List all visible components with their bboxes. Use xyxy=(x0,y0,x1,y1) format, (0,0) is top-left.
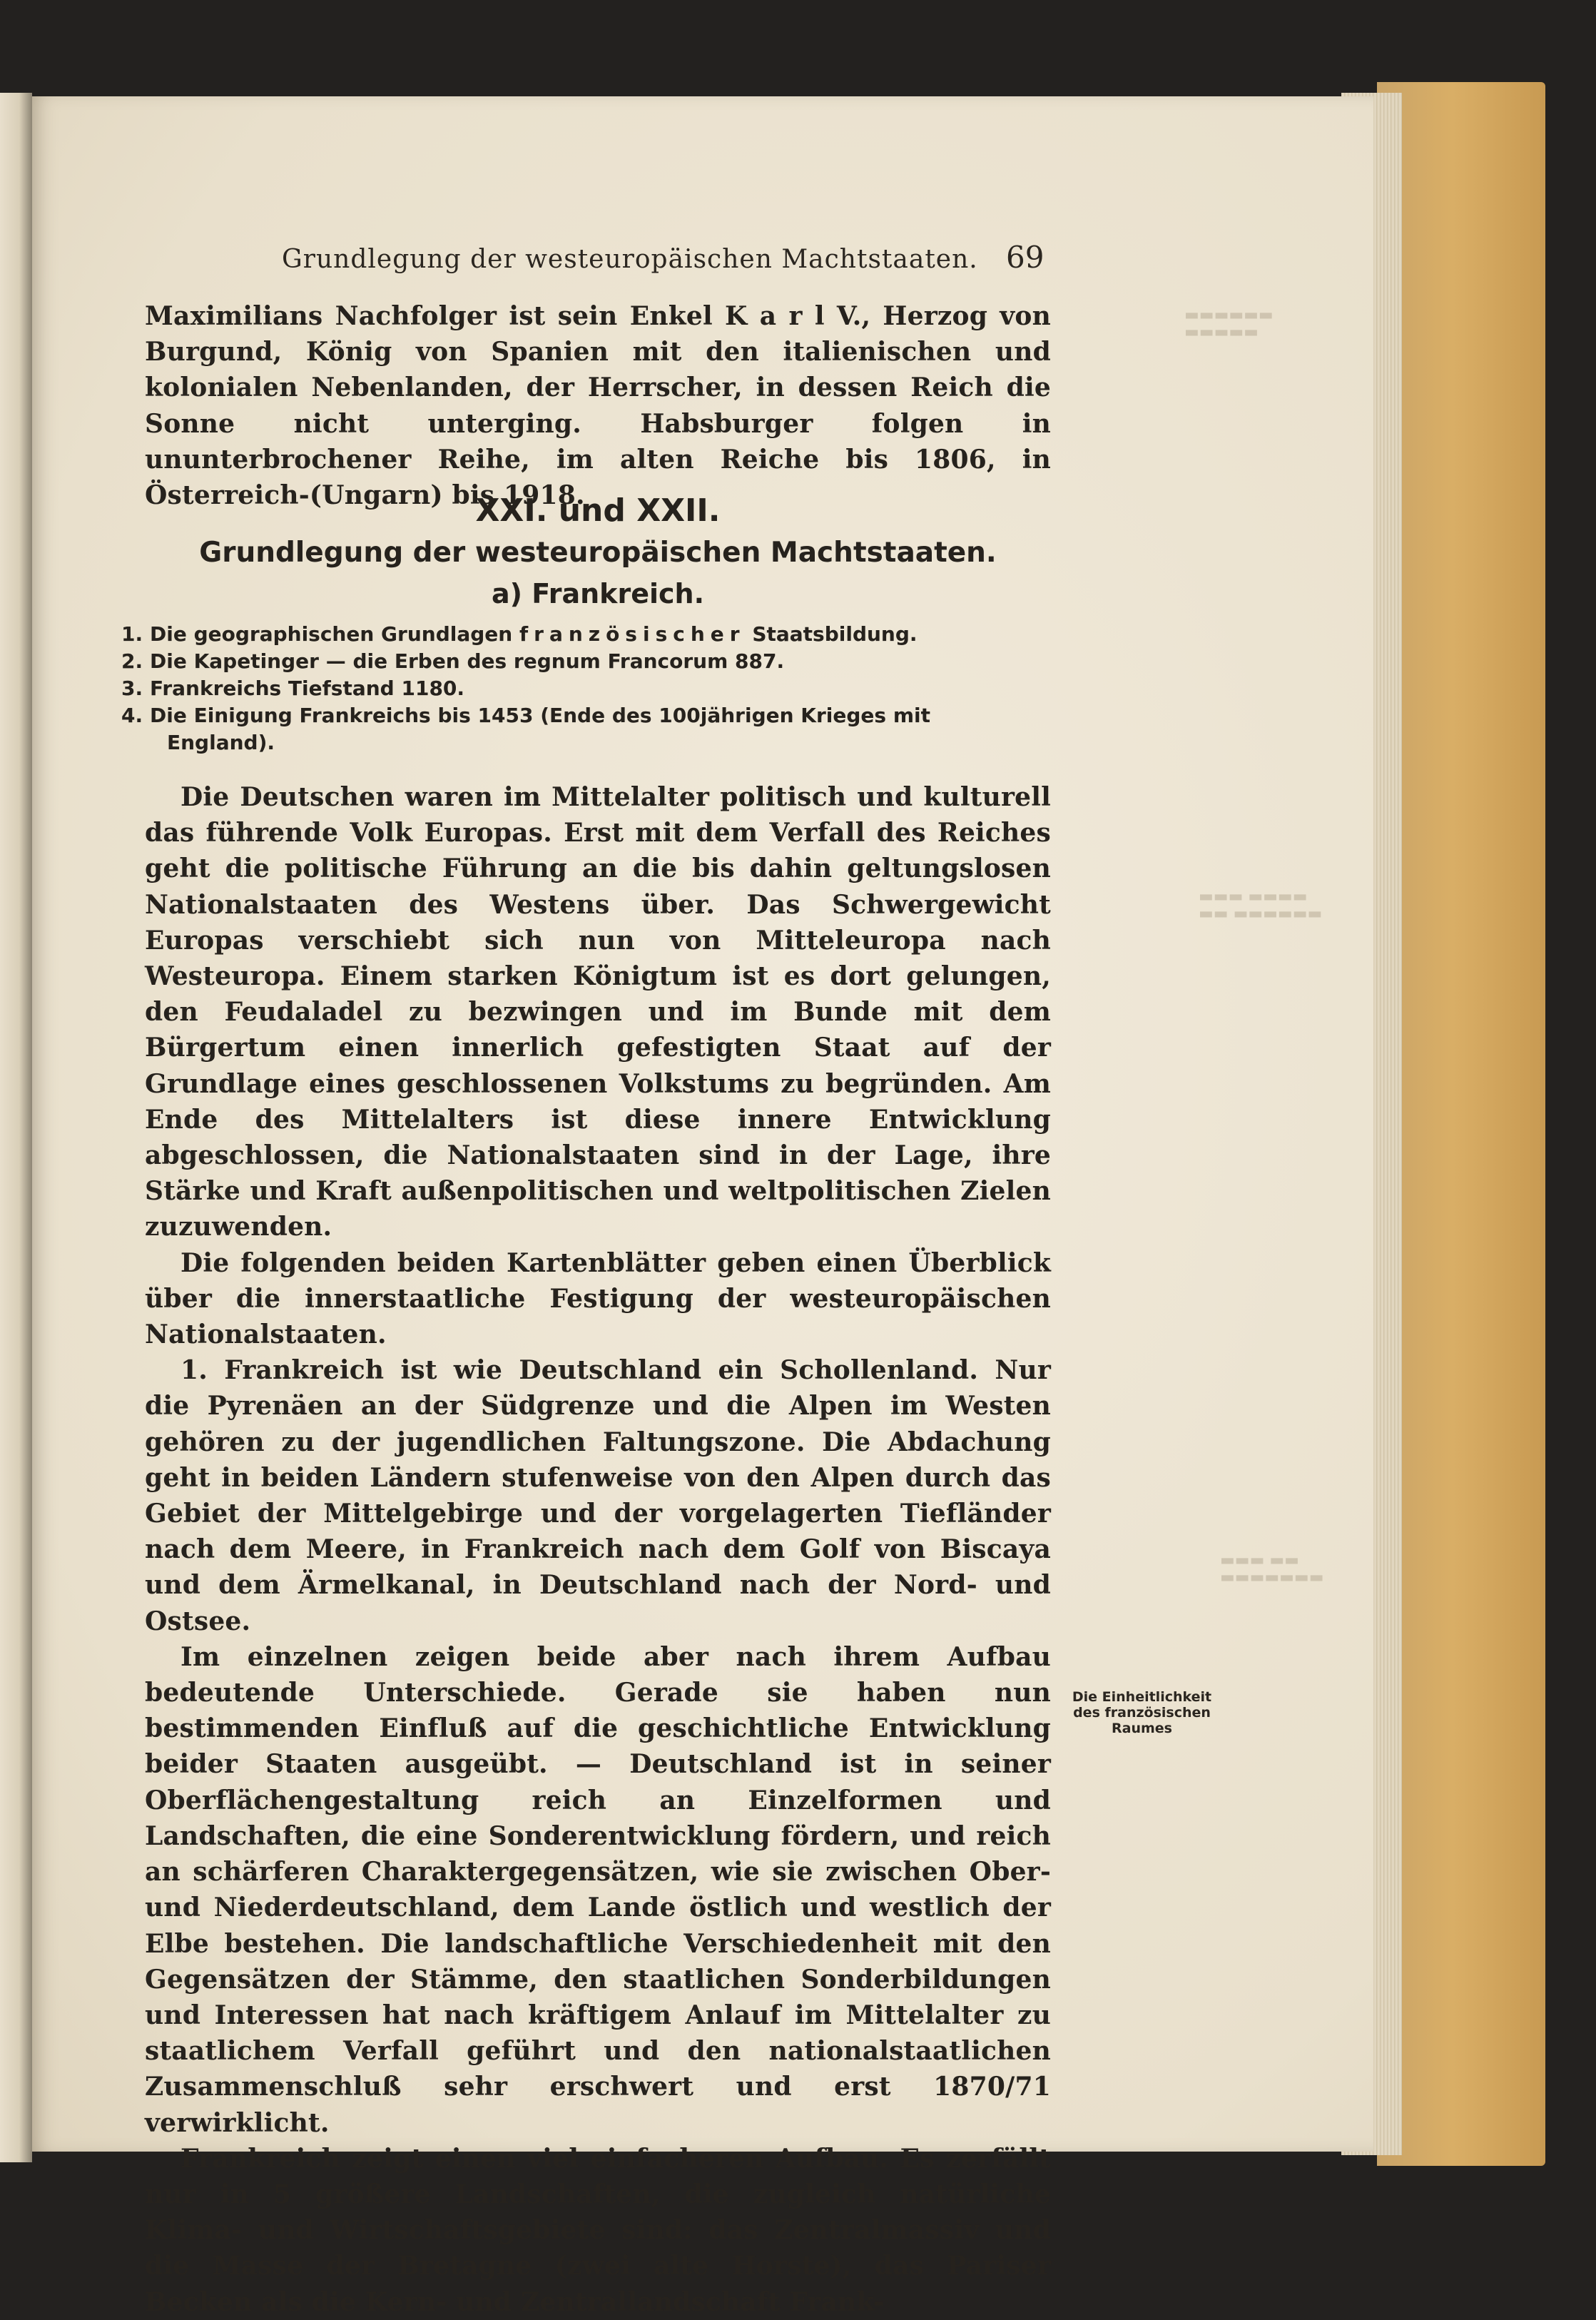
body-paragraph: Die folgenden beiden Kartenblätter geben einen Überblick über die innerstaatliche Festigung der westeuropäischen Nationalstaaten. xyxy=(145,1247,1051,1350)
page-number: 69 xyxy=(1006,240,1044,275)
section-title: Grundlegung der westeuropäischen Machtstaaten. xyxy=(199,537,997,569)
margin-note: Die Einheitlichkeit des französischen Raumes xyxy=(1072,1689,1212,1736)
body-paragraph: Frankreich zeigt einen viel einfacheren Aufbau. Es zerfällt nur in 5 größere Landschaften, die zugleich natürliche Klima- und Wirtschaftsgebiete sind: das Zentralmassiv und die Masse der Bretagne (zwei alte Horste), das Pariser Becken als die Kern- und Zentrallandschaft Frank- xyxy=(145,2143,1051,2317)
toc-item: 4. Die Einigung Frankreichs bis 1453 (Ende des 100jährigen Krieges mit xyxy=(121,704,930,727)
show-through-mark: ▬▬▬▬▬▬ ▬▬▬▬▬ xyxy=(1184,306,1274,341)
toc-item: 2. Die Kapetinger — die Erben des regnum Francorum 887. xyxy=(121,649,785,673)
body-text xyxy=(145,779,1051,2320)
body-paragraph: Die Deutschen waren im Mittelalter politisch und kulturell das führende Volk Europas. Erst mit dem Verfall des Reiches geht die politische Führung an die bis dahin geltungslosen Nationalstaaten des Westens über. Das Schwergewicht Europas verschiebt sich nun von Mitteleuropa nach Westeuropa. Einem starken Königtum ist es dort gelungen, den Feudaladel zu bezwingen und im Bunde mit dem Bürgertum einen innerlich gefestigten Staat auf der Grundlage eines geschlossenen Volkstums zu begründen. Am Ende des Mittelalters ist diese innere Entwicklung abgeschlossen, die Nationalstaaten sind in der Lage, ihre Stärke und Kraft außenpolitischen und weltpolitischen Zielen zuzuwenden. xyxy=(145,782,1051,1242)
intro-block xyxy=(145,298,1051,513)
toc-list xyxy=(121,621,1056,756)
intro-paragraph: Maximilians Nachfolger ist sein Enkel K a r l V., Herzog von Burgund, König von Spanien mit den italienischen und kolonialen Nebenlanden, der Herrscher, in dessen Reich die Sonne nicht unterging. Habsburger folgen in ununterbrochener Reihe, im alten Reiche bis 1806, in Österreich-(Ungarn) bis 1918. xyxy=(145,301,1051,511)
show-through-mark: ▬▬▬ ▬▬▬▬ ▬▬ ▬▬▬▬▬▬ xyxy=(1199,888,1323,923)
section-number: XXI. und XXII. xyxy=(475,492,721,529)
section-subtitle: a) Frankreich. xyxy=(491,578,705,609)
toc-item: 3. Frankreichs Tiefstand 1180. xyxy=(121,677,465,700)
running-header: Grundlegung der westeuropäischen Machtstaaten. xyxy=(282,245,978,274)
left-page-edge xyxy=(0,93,32,2162)
toc-item: 1. Die geographischen Grundlagen französischer Staatsbildung. xyxy=(121,622,918,646)
show-through-mark: ▬▬▬ ▬▬ ▬▬▬▬▬▬▬ xyxy=(1220,1551,1324,1586)
body-paragraph: Im einzelnen zeigen beide aber nach ihrem Aufbau bedeutende Unterschiede. Gerade sie haben nun bestimmenden Einfluß auf die geschichtliche Entwicklung beider Staaten ausgeübt. — Deutschland ist in seiner Oberflächengestaltung reich an Einzelformen und Landschaften, die eine Sonderentwicklung fördern, und reich an schärferen Charaktergegensätzen, wie sie zwischen Ober- und Niederdeutschland, dem Lande östlich und westlich der Elbe bestehen. Die landschaftliche Verschiedenheit mit den Gegensätzen der Stämme, den staatlichen Sonderbildungen und Interessen hat nach kräftigem Anlauf im Mittelalter zu staatlichem Verfall geführt und den nationalstaatlichen Zusammenschluß sehr erschwert und erst 1870/71 verwirklicht. xyxy=(145,1641,1051,2138)
toc-item-continuation: England). xyxy=(167,731,275,754)
body-paragraph: 1. Frankreich ist wie Deutschland ein Schollenland. Nur die Pyrenäen an der Südgrenze und die Alpen im Westen gehören zu der jugendlichen Faltungszone. Die Abdachung geht in beiden Ländern stufenweise von den Alpen durch das Gebiet der Mittelgebirge und der vorgelagerten Tiefländer nach dem Meere, in Frankreich nach dem Golf von Biscaya und dem Ärmelkanal, in Deutschland nach der Nord- und Ostsee. xyxy=(145,1355,1051,1636)
book-cover-edge xyxy=(1377,82,1545,2166)
